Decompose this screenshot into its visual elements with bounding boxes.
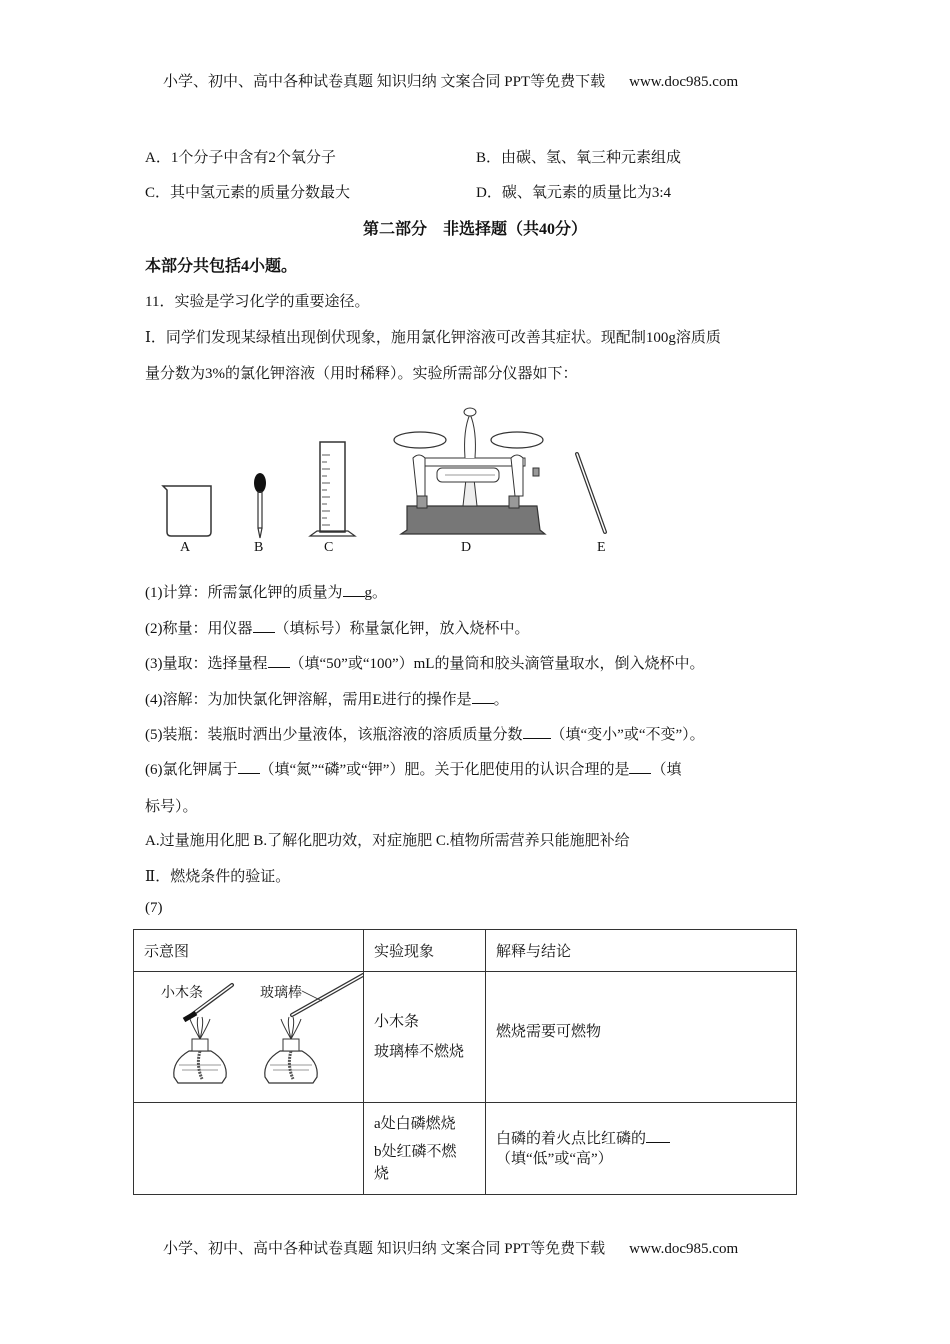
table-header-row [134,930,797,972]
footer-url[interactable]: www.doc985.com [629,1241,739,1257]
graduated-cylinder-icon [310,442,355,536]
option-d: D．碳、氧元素的质量比为3:4 [476,185,672,201]
conclusion-cell [486,1103,797,1195]
q6-options: A.过量施用化肥 B.了解化肥功效，对症施肥 C.植物所需营养只能施肥补给 [145,833,630,849]
section-note: 本部分共包括4小题。 [145,258,298,275]
instrument-label-d: D [461,540,472,555]
answer-blank-5[interactable] [523,724,551,739]
page-footer [163,1237,738,1258]
answer-blank-6a[interactable] [238,759,260,774]
table-row [134,1103,797,1195]
conclusion-text: 白磷的着火点比红磷的 [496,1131,647,1147]
option-c: C．其中氢元素的质量分数最大 [145,185,351,201]
instruments-figure [145,400,625,565]
table-row [134,972,797,1103]
subquestion-3 [145,652,704,673]
instrument-label-c: C [324,540,334,555]
header-text: 小学、初中、高中各种试卷真题 知识归纳 文案合同 PPT等免费下载 [163,74,606,90]
answer-blank-2[interactable] [253,618,275,633]
instrument-label-e: E [597,540,606,555]
q2-text-b: （填标号）称量氯化钾，放入烧杯中。 [274,621,530,637]
subquestion-6 [145,758,681,779]
part1-line2: 量分数为3%的氯化钾溶液（用时稀释）。实验所需部分仪器如下： [145,366,578,382]
answer-blank-7[interactable] [646,1128,670,1143]
alcohol-lamp-icon [174,1017,226,1083]
figure-cell-empty [134,1103,364,1195]
balance-icon [394,408,545,534]
phenomenon-cell [364,1103,486,1195]
header-conclusion: 解释与结论 [486,930,797,972]
q3-text-a: (3)量取：选择量程 [145,656,268,672]
subquestion-7: (7) [145,900,163,916]
conclusion-hint: （填“低”或“高”） [496,1151,613,1167]
subquestion-2 [145,617,530,638]
instrument-label-b: B [254,540,264,555]
q6-text-c: （填 [651,762,682,778]
phenomenon-line: 烧 [374,1165,390,1182]
option-a: A．1个分子中含有2个氧分子 [145,150,336,166]
phenomenon-line: b处红磷不燃 [374,1143,457,1160]
label-wood-strip: 小木条 [161,986,203,1001]
q4-text-b: 。 [493,692,509,708]
q5-text-a: (5)装瓶：装瓶时洒出少量液体，该瓶溶液的溶质质量分数 [145,727,523,743]
q1-text-b: g。 [364,585,388,601]
subquestion-1 [145,581,387,602]
experiment-table [133,929,797,1195]
phenomenon-cell [364,972,486,1103]
q2-text-a: (2)称量：用仪器 [145,621,253,637]
alcohol-lamp-icon [265,1017,317,1083]
header-phenomenon: 实验现象 [364,930,486,972]
part2-title: Ⅱ．燃烧条件的验证。 [145,869,291,885]
page-header [163,70,738,91]
q6-text-b: （填“氮”“磷”或“钾”）肥。关于化肥使用的认识合理的是 [259,762,630,778]
phenomenon-line: 玻璃棒不燃烧 [374,1044,465,1060]
beaker-icon [163,486,211,536]
figure-cell [134,972,364,1103]
phenomenon-line: a处白磷燃烧 [374,1115,456,1132]
glass-rod-icon [577,454,605,532]
subquestion-4 [145,688,509,709]
answer-blank-3[interactable] [268,653,290,668]
conclusion-cell: 燃烧需要可燃物 [486,972,797,1103]
dropper-icon [254,473,266,538]
footer-text: 小学、初中、高中各种试卷真题 知识归纳 文案合同 PPT等免费下载 [163,1241,606,1257]
option-b: B．由碳、氢、氧三种元素组成 [476,150,682,166]
header-figure: 示意图 [134,930,364,972]
section-title: 第二部分 非选择题（共40分） [362,221,587,238]
label-glass-rod: 玻璃棒 [260,986,302,1001]
glass-rod-icon [292,975,363,1015]
phenomenon-line: 小木条 [374,1014,420,1030]
instrument-label-a: A [180,540,191,555]
subquestion-5 [145,723,705,744]
q3-text-b: （填“50”或“100”）mL的量筒和胶头滴管量取水，倒入烧杯中。 [289,656,705,672]
q1-text-a: (1)计算：所需氯化钾的质量为 [145,585,343,601]
answer-blank-6b[interactable] [629,759,651,774]
question-title: 11．实验是学习化学的重要途径。 [145,294,370,310]
header-url[interactable]: www.doc985.com [629,74,739,90]
answer-blank-4[interactable] [472,689,494,704]
q6-continuation: 标号）。 [145,799,198,815]
answer-blank-1[interactable] [343,582,365,597]
q4-text-a: (4)溶解：为加快氯化钾溶解，需用E进行的操作是 [145,692,472,708]
q5-text-b: （填“变小”或“不变”）。 [550,727,705,743]
part1-line1: Ⅰ．同学们发现某绿植出现倒伏现象，施用氯化钾溶液可改善其症状。现配制100g溶质质 [145,330,721,346]
q6-text-a: (6)氯化钾属于 [145,762,238,778]
